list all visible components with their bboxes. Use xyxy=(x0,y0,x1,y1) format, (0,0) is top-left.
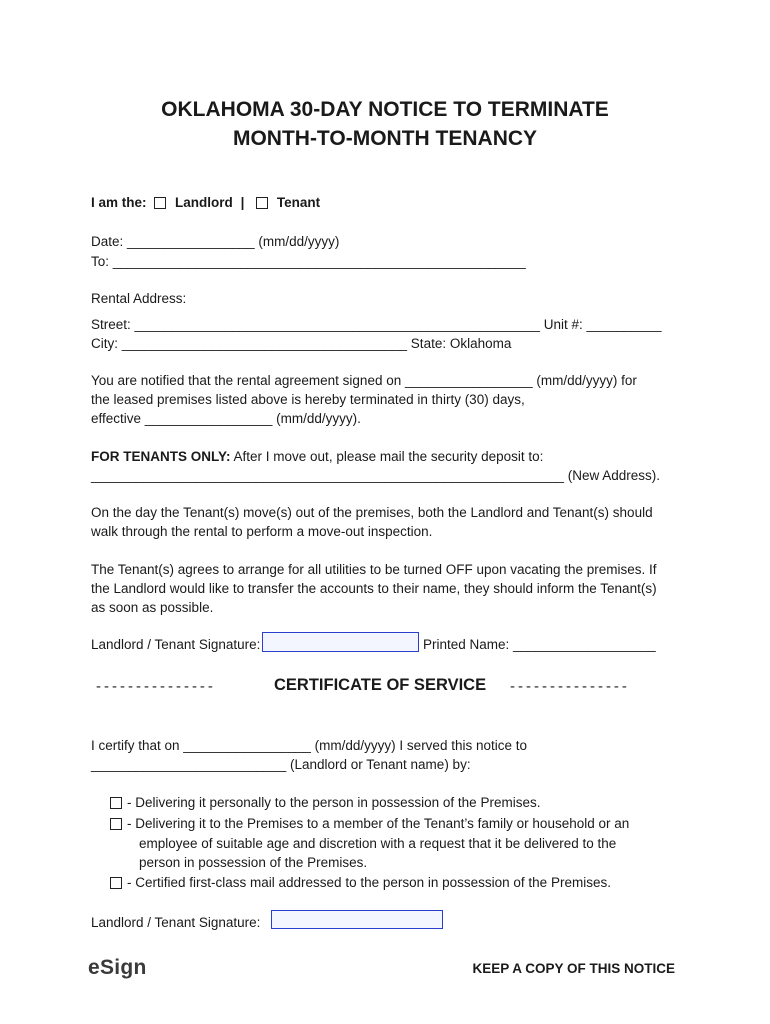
tenants-only-label: FOR TENANTS ONLY: xyxy=(91,449,231,464)
street-field[interactable]: Street: ______________________________________________________ Unit #: __________ xyxy=(91,317,662,332)
city-field[interactable]: City: ______________________________________ State: Oklahoma xyxy=(91,336,512,351)
mail-delivery-label: - Certified first-class mail addressed to the person in possession of the Premises. xyxy=(127,875,611,890)
role-label: I am the: xyxy=(91,195,147,210)
certificate-title: CERTIFICATE OF SERVICE xyxy=(274,676,487,694)
document-title-line2: MONTH-TO-MONTH TENANCY xyxy=(232,127,538,150)
household-delivery-label: - Delivering it to the Premises to a member of the Tenant’s family or household or an xyxy=(127,816,630,831)
tenants-only-text: After I move out, please mail the security deposit to: xyxy=(230,449,544,464)
printed-name-field[interactable]: Printed Name: ___________________ xyxy=(423,637,656,652)
document-title-line1: OKLAHOMA 30-DAY NOTICE TO TERMINATE xyxy=(161,98,609,121)
household-delivery-checkbox[interactable] xyxy=(110,818,122,830)
inspection-line2: walk through the rental to perform a move-out inspection. xyxy=(91,524,433,539)
household-delivery-cont2: person in possession of the Premises. xyxy=(139,855,368,870)
signature1-field[interactable] xyxy=(262,632,419,652)
keep-copy-notice: KEEP A COPY OF THIS NOTICE xyxy=(472,961,675,976)
role-separator: | xyxy=(240,195,245,210)
notice-line2: the leased premises listed above is hereby terminated in thirty (30) days, xyxy=(91,392,525,407)
esign-logo: eSign xyxy=(88,956,147,979)
to-field[interactable]: To: _______________________________________________________ xyxy=(91,254,526,269)
role-selector xyxy=(91,193,320,212)
landlord-option-label: Landlord xyxy=(175,195,233,210)
signature2-label: Landlord / Tenant Signature: xyxy=(91,915,261,930)
utilities-line3: as soon as possible. xyxy=(91,600,214,615)
rental-address-heading: Rental Address: xyxy=(91,291,187,306)
tenants-only-line xyxy=(91,447,543,466)
certificate-dashes-left: --------------- xyxy=(96,678,216,695)
certificate-dashes-right: --------------- xyxy=(510,678,630,695)
personal-delivery-label: - Delivering it personally to the person in possession of the Premises. xyxy=(127,795,541,810)
inspection-line1: On the day the Tenant(s) move(s) out of the premises, both the Landlord and Tenant(s) should xyxy=(91,505,653,520)
landlord-checkbox[interactable] xyxy=(154,197,166,209)
utilities-line2: the Landlord would like to transfer the accounts to their name, they should inform the Tenant(s) xyxy=(91,581,657,596)
service-option-personal xyxy=(110,793,540,812)
service-option-household xyxy=(110,814,629,833)
notice-line3[interactable]: effective _________________ (mm/dd/yyyy). xyxy=(91,411,361,426)
service-option-mail xyxy=(110,873,611,892)
certify-line1[interactable]: I certify that on _________________ (mm/dd/yyyy) I served this notice to xyxy=(91,738,527,753)
signature2-field[interactable] xyxy=(271,910,443,929)
tenant-option-label: Tenant xyxy=(276,195,321,210)
certify-line2[interactable]: __________________________ (Landlord or Tenant name) by: xyxy=(91,757,471,772)
date-field[interactable]: Date: _________________ (mm/dd/yyyy) xyxy=(91,234,340,249)
utilities-line1: The Tenant(s) agrees to arrange for all utilities to be turned OFF upon vacating the premises. If xyxy=(91,562,657,577)
tenant-checkbox[interactable] xyxy=(256,197,268,209)
signature1-label: Landlord / Tenant Signature: xyxy=(91,637,261,652)
personal-delivery-checkbox[interactable] xyxy=(110,797,122,809)
notice-line1[interactable]: You are notified that the rental agreement signed on _________________ (mm/dd/yyyy) for xyxy=(91,373,637,388)
new-address-field[interactable]: _______________________________________________________________ (New Address). xyxy=(91,468,661,483)
mail-delivery-checkbox[interactable] xyxy=(110,877,122,889)
household-delivery-cont1: employee of suitable age and discretion with a request that it be delivered to the xyxy=(139,836,617,851)
